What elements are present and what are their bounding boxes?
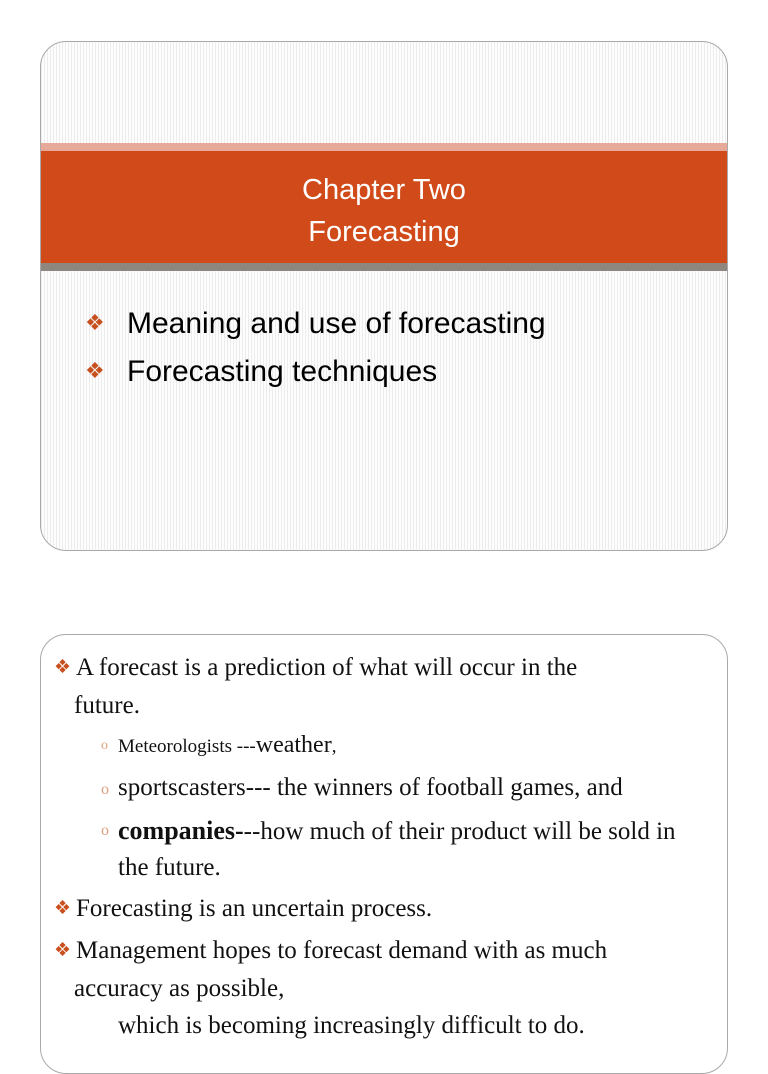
slide1-bullet-list bbox=[85, 300, 707, 396]
slide2-bullet bbox=[54, 932, 717, 1008]
sub-bullet-emphasis: companies- bbox=[118, 816, 244, 845]
slide1-bullet bbox=[85, 348, 707, 396]
sub-bullet-cutoff bbox=[54, 1008, 717, 1044]
sub-bullet-emphasis: weather bbox=[255, 732, 332, 758]
slide1-bullet-text: Forecasting techniques bbox=[127, 355, 438, 388]
accent-stripe-top bbox=[41, 143, 727, 151]
slide2-content bbox=[54, 649, 717, 1044]
diamond-bullet-icon: ❖ bbox=[85, 310, 105, 335]
slide1-bullet bbox=[85, 300, 707, 348]
sub-bullet-text: which is becoming increasingly difficult to do. bbox=[118, 1012, 585, 1039]
sub-bullet-text: Meteorologists --- bbox=[118, 736, 256, 757]
sub-bullet bbox=[54, 809, 717, 886]
sub-bullet-text: --how much of their product will be sold in the future. bbox=[118, 818, 676, 881]
bullet-text-line: future. bbox=[74, 692, 140, 719]
diamond-bullet-icon: ❖ bbox=[54, 657, 72, 678]
sub-bullet-text: sportscasters--- the winners of football games, and bbox=[118, 774, 623, 801]
slide-forecast-definition bbox=[40, 634, 728, 1074]
bullet-text-line: accuracy as possible, bbox=[74, 975, 285, 1002]
sub-bullet bbox=[54, 767, 717, 809]
bullet-text-line: Forecasting is an uncertain process. bbox=[76, 895, 433, 922]
slide2-bullet bbox=[54, 890, 717, 928]
title-line-chapter: Chapter Two bbox=[302, 174, 466, 206]
diamond-bullet-icon: ❖ bbox=[54, 898, 72, 919]
slide-title bbox=[40, 41, 728, 551]
diamond-bullet-icon: ❖ bbox=[54, 940, 72, 961]
accent-stripe-bottom bbox=[41, 263, 727, 271]
slide1-bullet-text: Meaning and use of forecasting bbox=[127, 307, 546, 340]
slide2-bullet bbox=[54, 649, 717, 725]
bullet-text-line: A forecast is a prediction of what will occur in the bbox=[76, 654, 578, 681]
bullet-text-line: Management hopes to forecast demand with as much bbox=[76, 937, 608, 964]
circle-bullet-icon: o bbox=[101, 781, 109, 798]
diamond-bullet-icon: ❖ bbox=[85, 358, 105, 383]
circle-bullet-icon: o bbox=[101, 822, 109, 839]
title-line-topic: Forecasting bbox=[308, 216, 460, 248]
sub-bullet bbox=[54, 725, 717, 767]
sub-bullet-tail: , bbox=[331, 736, 337, 757]
circle-bullet-icon: o bbox=[101, 738, 108, 753]
slide-title-text bbox=[41, 169, 727, 253]
sub-bullet-wrap bbox=[118, 813, 708, 886]
